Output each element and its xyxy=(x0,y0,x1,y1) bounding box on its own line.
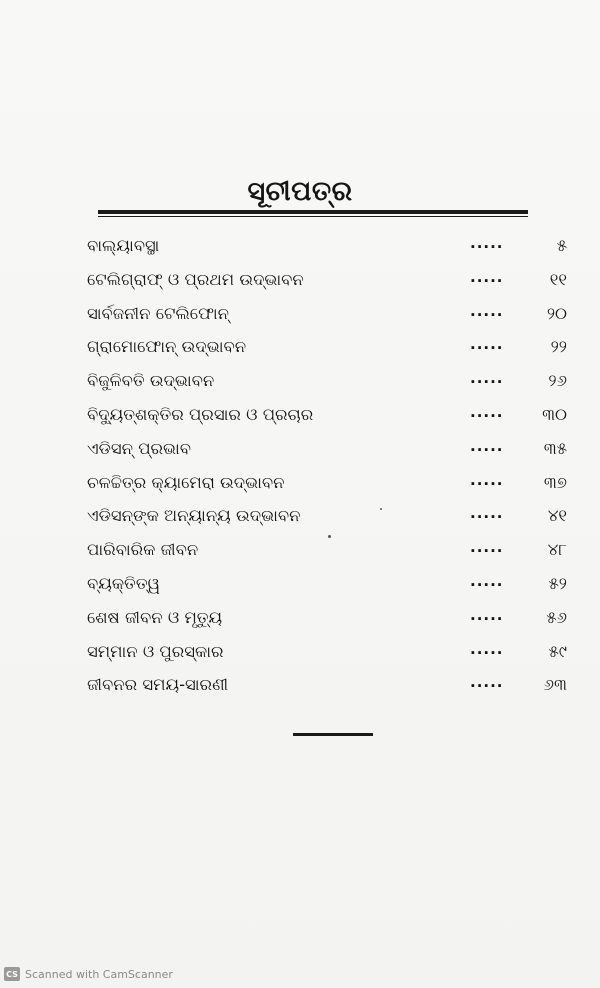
scanner-watermark xyxy=(4,966,173,982)
toc-entry-page: ୨୦ xyxy=(546,303,567,323)
toc-entry-title: ଟେଲିଗ୍ରାଫ୍ ଓ ପ୍ରଥମ ଉଦ୍ଭାବନ xyxy=(87,269,304,289)
toc-entry-title: ଗ୍ରାମୋଫୋନ୍ ଉଦ୍ଭାବନ xyxy=(87,337,247,357)
toc-entry-leader: ..... xyxy=(470,301,504,320)
scan-speck xyxy=(380,508,382,510)
title-underline-thin xyxy=(98,216,528,217)
toc-entry-leader: ..... xyxy=(470,673,504,692)
toc-entry-leader: ..... xyxy=(470,234,504,252)
end-divider xyxy=(293,733,373,736)
toc-entry xyxy=(0,536,600,570)
toc-entry-leader: ..... xyxy=(470,538,504,557)
toc-entry-title: ଏଡିସନ୍ଙ୍କ ଅନ୍ୟାନ୍ୟ ଉଦ୍ଭାବନ xyxy=(87,506,301,526)
toc-entry-title: ବିଜୁଳିବତି ଉଦ୍ଭାବନ xyxy=(87,371,215,391)
scan-speck xyxy=(328,535,331,538)
title-underline-thick xyxy=(98,210,528,214)
toc-entry-title: ବାଲ୍ୟାବସ୍ଥା xyxy=(87,236,160,255)
toc-entry-leader: ..... xyxy=(470,436,504,455)
toc-entry xyxy=(0,469,600,503)
toc-entry xyxy=(0,638,600,672)
toc-entry xyxy=(0,671,600,705)
toc-entry-title: ଶେଷ ଜୀବନ ଓ ମୃତ୍ୟୁ xyxy=(87,607,223,627)
toc-entry xyxy=(0,367,600,401)
toc-entry-title: ସମ୍ମାନ ଓ ପୁରସ୍କାର xyxy=(87,641,224,661)
toc-entry-page: ୩୫ xyxy=(543,438,567,458)
toc-entry xyxy=(0,232,600,266)
toc-entry-leader: ..... xyxy=(470,470,504,489)
toc-entry-title: ଏଡିସନ୍ ପ୍ରଭାବ xyxy=(87,438,192,458)
toc-entry-page: ୩୦ xyxy=(542,404,567,424)
toc-entry-page: ୨୬ xyxy=(548,371,567,391)
toc-entry-page: ୪୧ xyxy=(547,506,567,526)
toc-entry-leader: ..... xyxy=(470,369,504,388)
table-of-contents xyxy=(0,232,600,705)
toc-entry xyxy=(0,333,600,367)
toc-entry-page: ୫୨ xyxy=(548,573,567,593)
toc-entry-leader: ..... xyxy=(470,335,504,354)
toc-entry-page: ୨୨ xyxy=(550,337,567,357)
toc-entry xyxy=(0,604,600,638)
toc-entry-page: ୫ xyxy=(556,236,567,255)
toc-entry xyxy=(0,570,600,604)
toc-entry-title: ଜୀବନର ସମୟ-ସାରଣୀ xyxy=(87,675,229,695)
toc-entry-page: ୪୮ xyxy=(547,540,567,560)
toc-entry xyxy=(0,502,600,536)
toc-entry xyxy=(0,401,600,435)
toc-entry-leader: ..... xyxy=(470,504,504,523)
toc-entry xyxy=(0,435,600,469)
toc-entry-page: ୫୯ xyxy=(548,641,567,661)
toc-entry-page: ୩୭ xyxy=(543,472,567,492)
toc-entry-title: ଚଳଚ୍ଚିତ୍ର କ୍ୟାମେରା ଉଦ୍ଭାବନ xyxy=(87,472,285,492)
toc-entry-title: ବ୍ୟକ୍ତିତ୍ୱ xyxy=(87,573,161,593)
toc-entry-leader: ..... xyxy=(470,267,504,286)
toc-entry-page: ୬୩ xyxy=(543,675,567,695)
toc-entry xyxy=(0,266,600,300)
toc-entry-leader: ..... xyxy=(470,605,504,624)
toc-entry-title: ପାରିବାରିକ ଜୀବନ xyxy=(87,540,199,560)
toc-entry-title: ସାର୍ବଜନୀନ ଟେଲିଫୋନ୍ xyxy=(87,303,230,323)
toc-entry xyxy=(0,300,600,334)
toc-entry-page: ୫୬ xyxy=(546,607,567,627)
toc-entry-leader: ..... xyxy=(470,571,504,590)
toc-entry-leader: ..... xyxy=(470,639,504,658)
page-title: ସୂଚୀପତ୍ର xyxy=(247,176,353,207)
toc-entry-page: ୧୧ xyxy=(549,269,567,289)
camscanner-logo-icon: CS xyxy=(4,967,20,981)
toc-entry-leader: ..... xyxy=(470,402,504,421)
toc-entry-title: ବିଦ୍ୟୁତ୍ଶକ୍ତିର ପ୍ରସାର ଓ ପ୍ରଚାର xyxy=(87,404,314,424)
watermark-text: Scanned with CamScanner xyxy=(25,967,173,981)
